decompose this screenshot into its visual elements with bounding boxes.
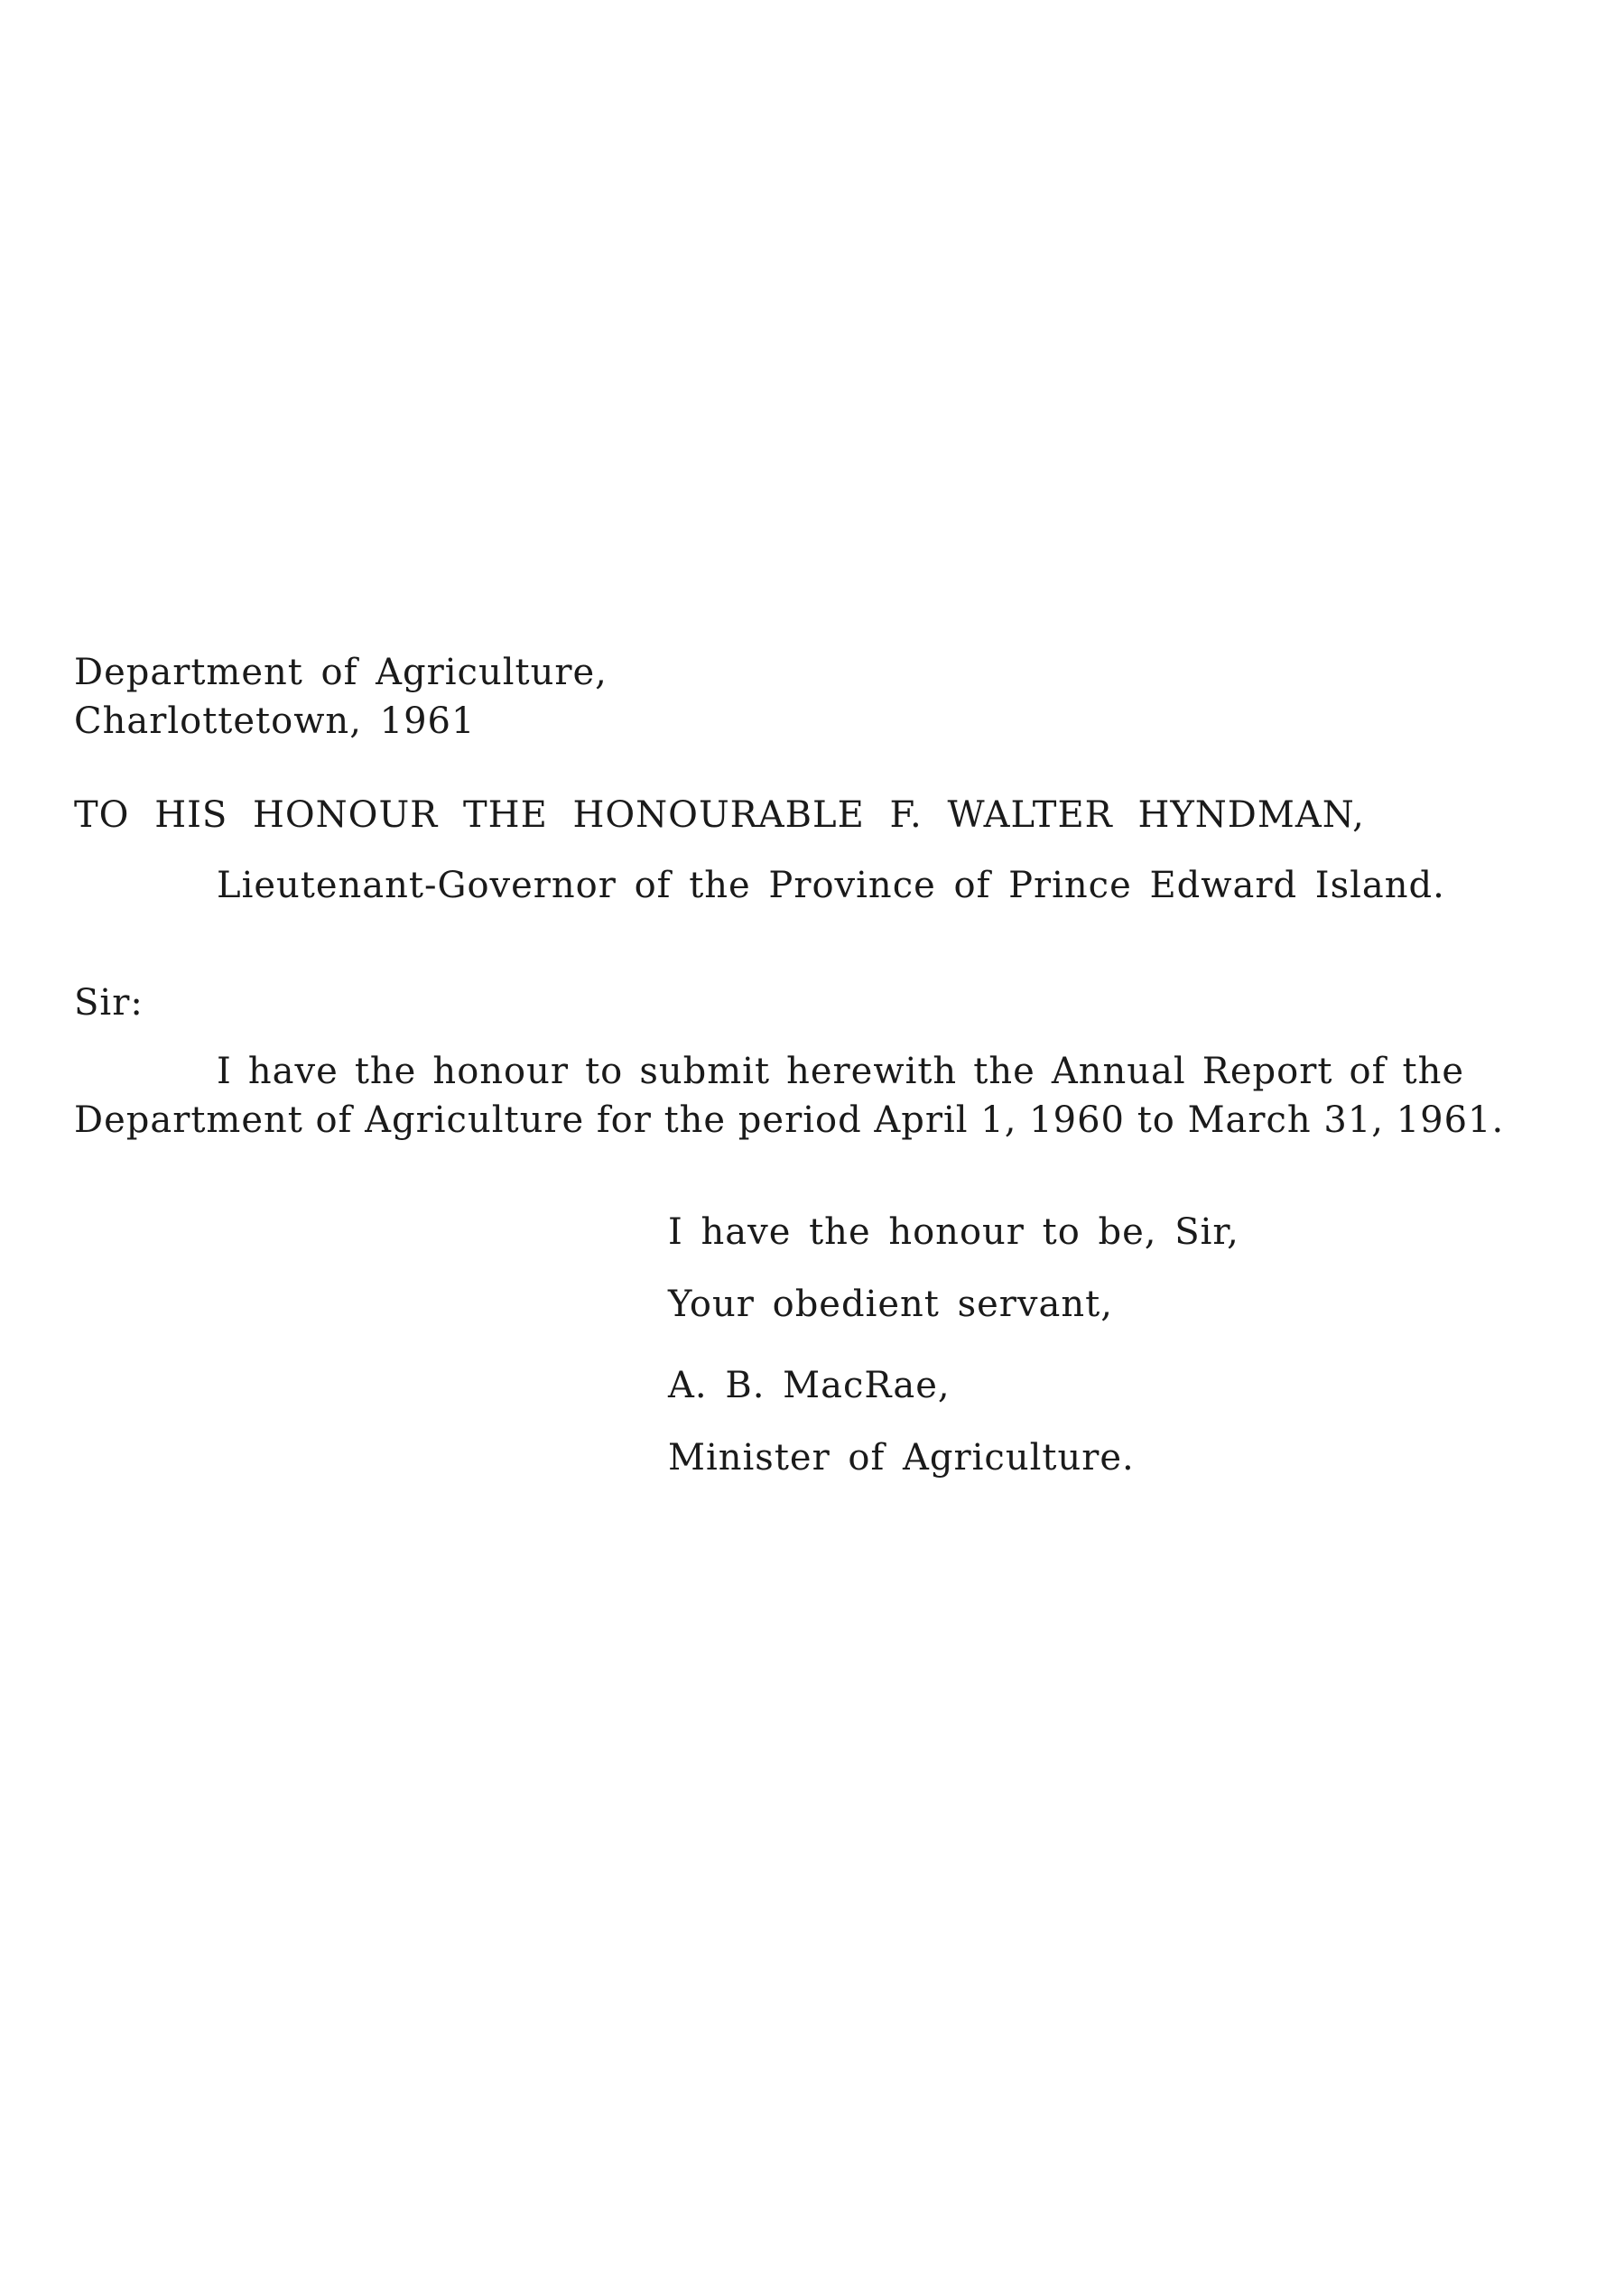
body-line-1: I have the honour to submit herewith the Annual Report of the [217, 1051, 1464, 1092]
salutation: Sir: [74, 982, 144, 1024]
addressee-name: TO HIS HONOUR THE HONOURABLE F. WALTER HYNDMAN, [74, 794, 1365, 836]
signatory-name: A. B. MacRae, [668, 1365, 951, 1406]
closing-line-2: Your obedient servant, [668, 1284, 1113, 1325]
signatory-title: Minister of Agriculture. [668, 1437, 1135, 1479]
sender-location-date: Charlottetown, 1961 [74, 700, 476, 742]
addressee-title: Lieutenant-Governor of the Province of Prince Edward Island. [217, 865, 1445, 906]
sender-department: Department of Agriculture, [74, 652, 608, 693]
closing-line-1: I have the honour to be, Sir, [668, 1211, 1239, 1253]
body-line-2: Department of Agriculture for the period April 1, 1960 to March 31, 1961. [74, 1099, 1505, 1141]
